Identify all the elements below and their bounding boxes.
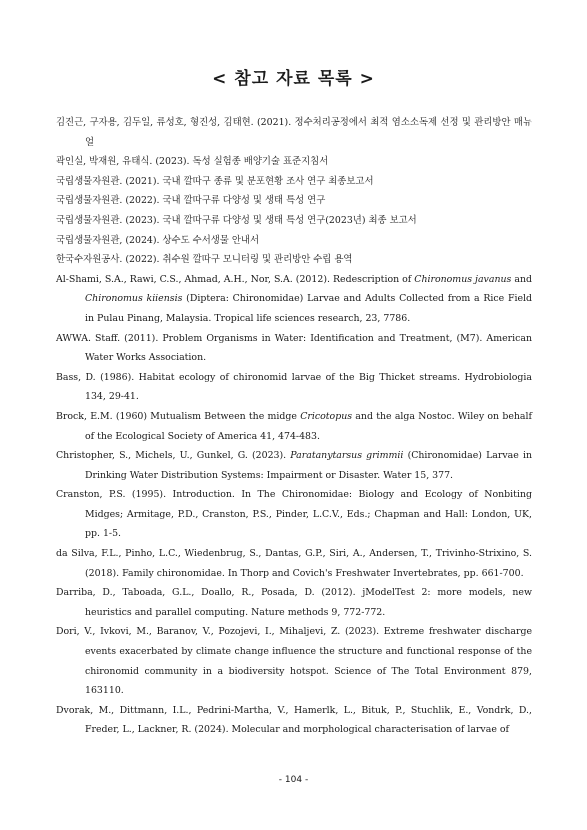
reference-text: Darriba, D., Taboada, G.L., Doallo, R., Posada, D. (2012). jModelTest 2: more models, new heuristics and parallel computing. Nature methods 9, 772-772. [56,587,532,618]
reference-item [56,583,532,622]
reference-italic-text: Paratanytarsus grimmii [290,450,404,462]
reference-item [56,172,532,192]
reference-italic-text: Chironomus kiiensis [85,293,183,305]
reference-item [56,191,532,211]
reference-text: 국립생물자원관. (2023). 국내 깔따구류 다양성 및 생태 특성 연구(2023년) 최종 보고서 [56,214,417,226]
reference-item [56,485,532,544]
reference-item [56,231,532,251]
reference-text: 한국수자원공사. (2022). 취수원 깔따구 모니터링 및 관리방안 수립 용역 [56,254,353,266]
reference-italic-text: Chironomus javanus [414,273,512,285]
reference-text: Bass, D. (1986). Habitat ecology of chironomid larvae of the Big Thicket streams. Hydrobiologia 134, 29-41. [56,371,532,403]
reference-text: 국립생물자원관. (2021). 국내 깔따구 종류 및 분포현황 조사 연구 최종보고서 [56,175,374,187]
reference-item [56,152,532,172]
reference-text: 곽인실, 박재원, 유태식. (2023). 독성 실험종 배양기술 표준지침서 [56,156,329,168]
reference-text: AWWA. Staff. (2011). Problem Organisms in Water: Identification and Treatment, (M7). American Water Works Association. [56,332,532,364]
reference-text: Dori, V., Ivkovi, M., Baranov, V., Pozojevi, I., Mihaljevi, Z. (2023). Extreme freshwater discharge events exacerbated by climate change influence the structure and functional response of the chironomid community in a biodiversity hotspot. Science of The Total Environment 879, 163110. [56,626,532,697]
reference-item [56,368,532,407]
reference-text: Brock, E.M. (1960) Mutualism Between the midge [56,410,301,422]
reference-item [56,329,532,368]
reference-italic-text: Cricotopus [300,410,353,422]
reference-item [56,622,532,700]
reference-text: Al-Shami, S.A., Rawi, C.S., Ahmad, A.H., Nor, S.A. (2012). Redescription of [56,273,415,285]
page-number: - 104 - [278,775,309,785]
reference-text: Dvorak, M., Dittmann, I.L., Pedrini-Martha, V., Hamerlk, L., Bituk, P., Stuchlik, E., Vondrk, D., Freder, L., Lackner, R. (2024). Molecular and morphological characterisation of larvae of [56,704,532,736]
reference-text: and the alga Nostoc. Wiley on behalf of the Ecological Society of America 41, 474-483. [85,410,532,442]
reference-text: 국립생물자원관. (2022). 국내 깔따구류 다양성 및 생태 특성 연구 [56,195,326,207]
reference-item [56,701,532,740]
reference-item [56,211,532,231]
reference-text: and [511,273,532,285]
reference-item [56,407,532,446]
reference-text: (Diptera: Chironomidae) Larvae and Adults Collected from a Rice Field in Pulau Pinang, Malaysia. Tropical life sciences research, 23, 7786. [85,293,532,324]
reference-item [56,544,532,583]
reference-text: 국립생물자원관, (2024). 상수도 수서생물 안내서 [56,234,260,246]
reference-text: da Silva, F.L., Pinho, L.C., Wiedenbrug, S., Dantas, G.P., Siri, A., Andersen, T., Trivinho-Strixino, S. (2018). Family chironomidae. In Thorp and Covich's Freshwater Invertebrates, pp. 661-700. [56,548,532,579]
reference-text: Cranston, P.S. (1995). Introduction. In The Chironomidae: Biology and Ecology of Nonbiting Midges; Armitage, P.D., Cranston, P.S., Pinder, L.C.V., Eds.; Chapman and Hall: London, UK, pp. 1-5. [56,489,532,540]
reference-text: (Chironomidae) Larvae in Drinking Water Distribution Systems: Impairment or Disaster. Water 15, 377. [85,450,532,481]
reference-text: 김진근, 구자용, 김두일, 류성호, 형진성, 김태현. (2021). 정수처리공정에서 최적 염소소독제 선정 및 관리방안 매뉴얼 [56,117,532,148]
page-title: < 참고 자료 목록 > [212,69,375,89]
reference-item [56,270,532,329]
reference-item [56,113,532,152]
reference-text: Christopher, S., Michels, U., Gunkel, G. (2023). [56,450,291,462]
reference-item [56,250,532,270]
reference-item [56,446,532,485]
reference-list [56,113,532,740]
